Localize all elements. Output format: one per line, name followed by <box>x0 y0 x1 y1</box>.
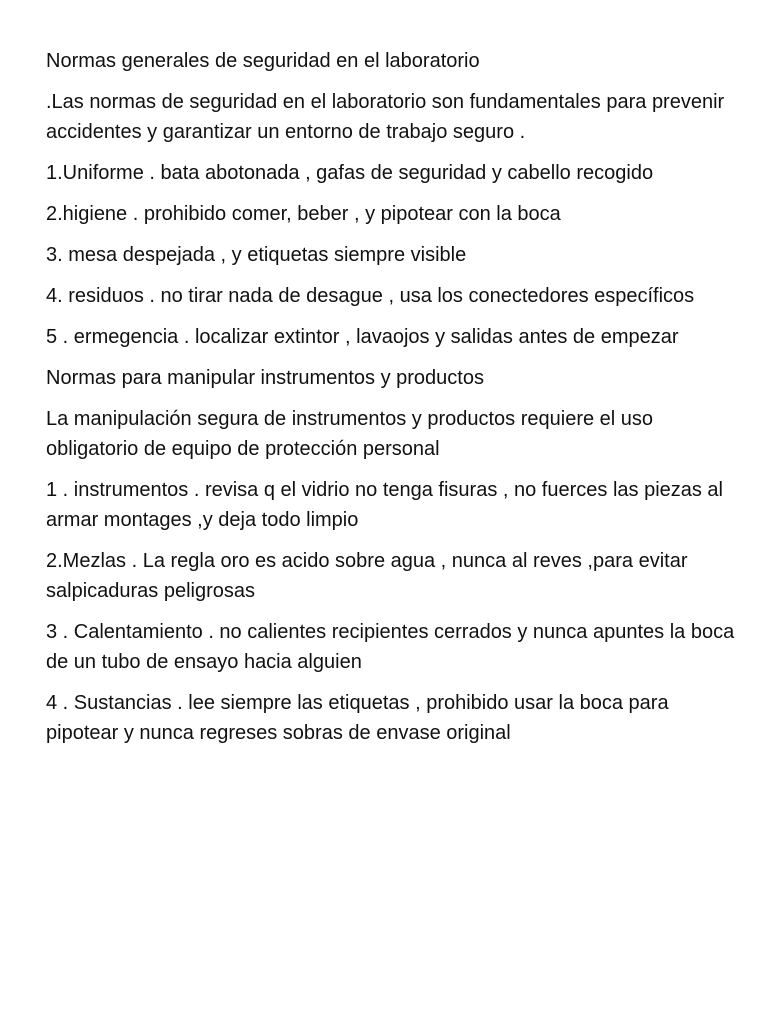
intro-paragraph-handling: La manipulación segura de instrumentos y productos requiere el uso obligatorio de equipo de protección personal <box>46 408 654 460</box>
document-body <box>46 46 736 759</box>
rule-mesa: 3. mesa despejada , y etiquetas siempre visible <box>46 244 467 266</box>
intro-paragraph-general: .Las normas de seguridad en el laboratorio son fundamentales para prevenir accidentes y garantizar un entorno de trabajo seguro . <box>46 91 725 143</box>
rule-mezclas: 2.Mezlas . La regla oro es acido sobre agua , nunca al reves ,para evitar salpicaduras peligrosas <box>46 550 688 602</box>
rule-sustancias: 4 . Sustancias . lee siempre las etiquetas , prohibido usar la boca para pipotear y nunca regreses sobras de envase original <box>46 692 669 744</box>
rule-calentamiento: 3 . Calentamiento . no calientes recipientes cerrados y nunca apuntes la boca de un tubo de ensayo hacia alguien <box>46 621 735 673</box>
rule-uniforme: 1.Uniforme . bata abotonada , gafas de seguridad y cabello recogido <box>46 162 654 184</box>
section-heading-general: Normas generales de seguridad en el laboratorio <box>46 50 480 72</box>
rule-emergencia: 5 . ermegencia . localizar extintor , lavaojos y salidas antes de empezar <box>46 326 679 348</box>
rule-higiene: 2.higiene . prohibido comer, beber , y pipotear con la boca <box>46 203 561 225</box>
rule-instrumentos: 1 . instrumentos . revisa q el vidrio no tenga fisuras , no fuerces las piezas al armar montages ,y deja todo limpio <box>46 479 724 531</box>
section-heading-handling: Normas para manipular instrumentos y productos <box>46 367 484 389</box>
rule-residuos: 4. residuos . no tirar nada de desague , usa los conectedores específicos <box>46 285 695 307</box>
